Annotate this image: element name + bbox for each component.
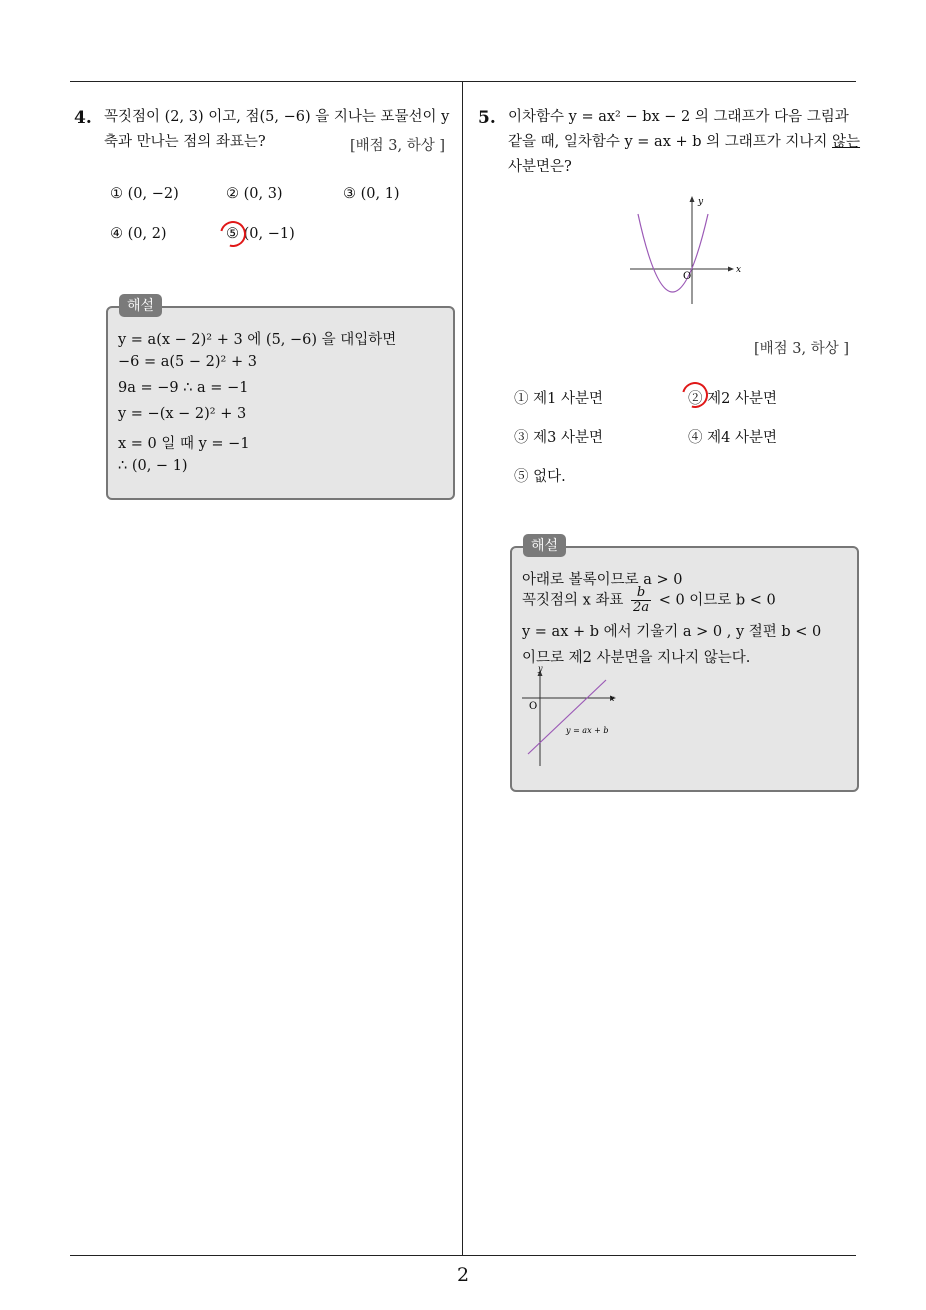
fraction-numerator: b (631, 586, 651, 601)
top-rule (70, 81, 856, 82)
q4-solution-line: x = 0 일 때 y = −1 (118, 436, 250, 452)
origin-label: O (529, 701, 538, 712)
emphasis-underline: 않는 (832, 134, 861, 150)
y-axis-label: y (698, 197, 704, 207)
q5-solution-tag: 해설 (523, 534, 566, 557)
q4-solution-line: y = a(x − 2)² + 3 에 (5, −6) 을 대입하면 (118, 332, 397, 348)
q5-solution-line (522, 586, 776, 615)
line-equation-label: y = ax + b (566, 726, 609, 735)
q4-choice-4[interactable]: ④ (0, 2) (110, 226, 167, 242)
q5-choice-3[interactable]: ③ 제3 사분면 (514, 430, 603, 446)
question-4-number: 4. (74, 108, 92, 128)
bottom-rule (70, 1255, 856, 1256)
q4-solution-tag: 해설 (119, 294, 162, 317)
q5-choice-2[interactable]: ② 제2 사분면 (688, 391, 777, 407)
q4-solution-line: −6 = a(5 − 2)² + 3 (118, 354, 257, 370)
question-5-text-line2: 같을 때, 일차함수 y = ax + b 의 그래프가 지나지 않는 (508, 134, 861, 150)
question-4-text-line2: 축과 만나는 점의 좌표는? (104, 134, 266, 150)
q5-solution-line: 아래로 볼록이므로 a > 0 (522, 572, 683, 588)
question-5-text-line3: 사분면은? (508, 159, 572, 175)
x-axis-label: x (736, 265, 742, 275)
q4-solution-line: 9a = −9 ∴ a = −1 (118, 380, 249, 396)
q4-answer-mark (215, 216, 251, 252)
q4-choice-2[interactable]: ② (0, 3) (226, 186, 283, 202)
question-5-number: 5. (478, 108, 496, 128)
q5-solution-line2-post: < 0 이므로 b < 0 (658, 592, 776, 609)
question-5-score: [배점 3, 하상 ] (754, 341, 850, 357)
question-5-text-line1: 이차함수 y = ax² − bx − 2 의 그래프가 다음 그림과 (508, 109, 849, 125)
question-4-text-line1: 꼭짓점이 (2, 3) 이고, 점(5, −6) 을 지나는 포물선이 y (104, 109, 450, 125)
q5-choice-5[interactable]: ⑤ 없다. (514, 469, 566, 485)
column-divider (462, 82, 463, 1256)
q5-solution-line: y = ax + b 에서 기울기 a > 0 , y 절편 b < 0 (522, 624, 822, 640)
q5-solution-line2-pre: 꼭짓점의 x 좌표 (522, 592, 624, 609)
parabola-curve (638, 214, 708, 292)
q5-solution-line: 이므로 제2 사분면을 지나지 않는다. (522, 650, 751, 666)
question-4-score: [배점 3, 하상 ] (350, 138, 446, 154)
fraction-denominator: 2a (633, 600, 650, 615)
q4-solution-line: y = −(x − 2)² + 3 (118, 406, 247, 422)
q4-choice-1[interactable]: ① (0, −2) (110, 186, 179, 202)
fraction (631, 586, 651, 615)
q4-solution-line: ∴ (0, − 1) (118, 458, 188, 474)
origin-label: O (683, 271, 692, 282)
q4-choice-3[interactable]: ③ (0, 1) (343, 186, 400, 202)
y-axis-arrow (690, 196, 695, 202)
q4-choice-5[interactable]: ⑤ (0, −1) (226, 226, 295, 242)
q5-solution-line-graph (518, 662, 622, 770)
x-axis-label: x (610, 694, 615, 703)
q5-parabola-graph (620, 192, 742, 312)
page-number: 2 (456, 1264, 470, 1286)
q5-choice-4[interactable]: ④ 제4 사분면 (688, 430, 777, 446)
x-axis-arrow (728, 267, 734, 272)
q5-choice-1[interactable]: ① 제1 사분면 (514, 391, 603, 407)
y-axis-label: y (538, 664, 543, 673)
